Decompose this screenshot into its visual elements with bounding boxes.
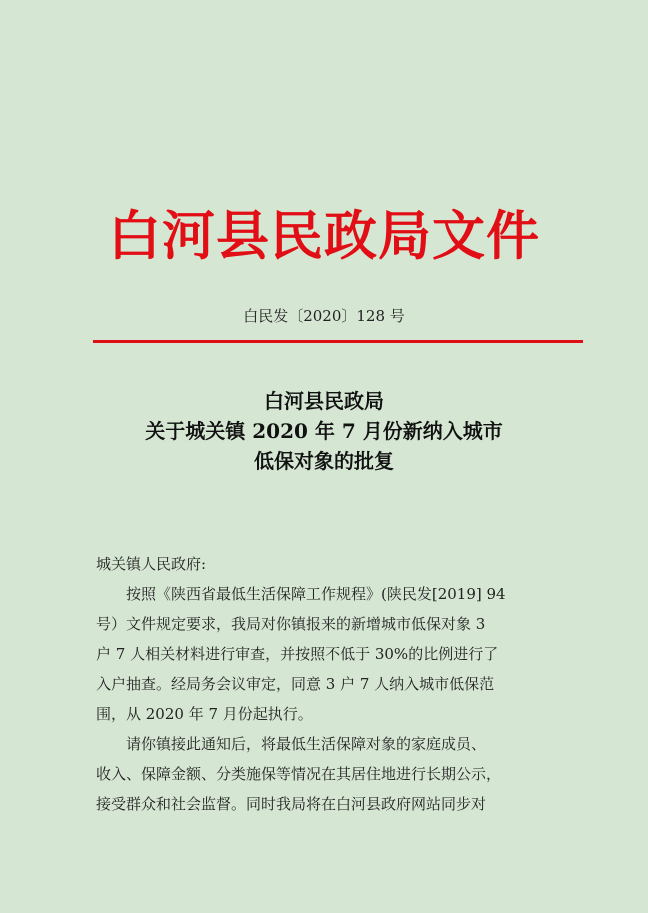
issuer-title: 白河县民政局文件 (108, 205, 540, 267)
document-number: 白民发〔2020〕128 号 (243, 307, 405, 325)
body-line: 接受群众和社会监督。同时我局将在白河县政府网站同步对 (96, 795, 487, 813)
body-line: 收入、保障金额、分类施保等情况在其居住地进行长期公示， (96, 765, 502, 783)
body-line: 入户抽查。经局务会议审定，同意 3 户 7 人纳入城市低保范 (96, 675, 495, 693)
body-line: 号）文件规定要求，我局对你镇报来的新增城市低保对象 3 (96, 615, 486, 633)
salutation: 城关镇人民政府: (96, 555, 207, 573)
title-line-1: 白河县民政局 (264, 389, 384, 413)
body-line: 请你镇接此通知后，将最低生活保障对象的家庭成员、 (126, 735, 487, 753)
document-title (0, 386, 648, 476)
document-body (96, 549, 552, 819)
body-line: 按照《陕西省最低生活保障工作规程》(陕民发[2019] 94 (126, 585, 506, 603)
title-line-3: 低保对象的批复 (254, 449, 394, 473)
body-line: 围，从 2020 年 7 月份起执行。 (96, 705, 313, 723)
red-divider-line (93, 340, 583, 343)
title-line-2: 关于城关镇 2020 年 7 月份新纳入城市 (145, 419, 503, 443)
body-line: 户 7 人相关材料进行审查，并按照不低于 30%的比例进行了 (96, 645, 499, 663)
